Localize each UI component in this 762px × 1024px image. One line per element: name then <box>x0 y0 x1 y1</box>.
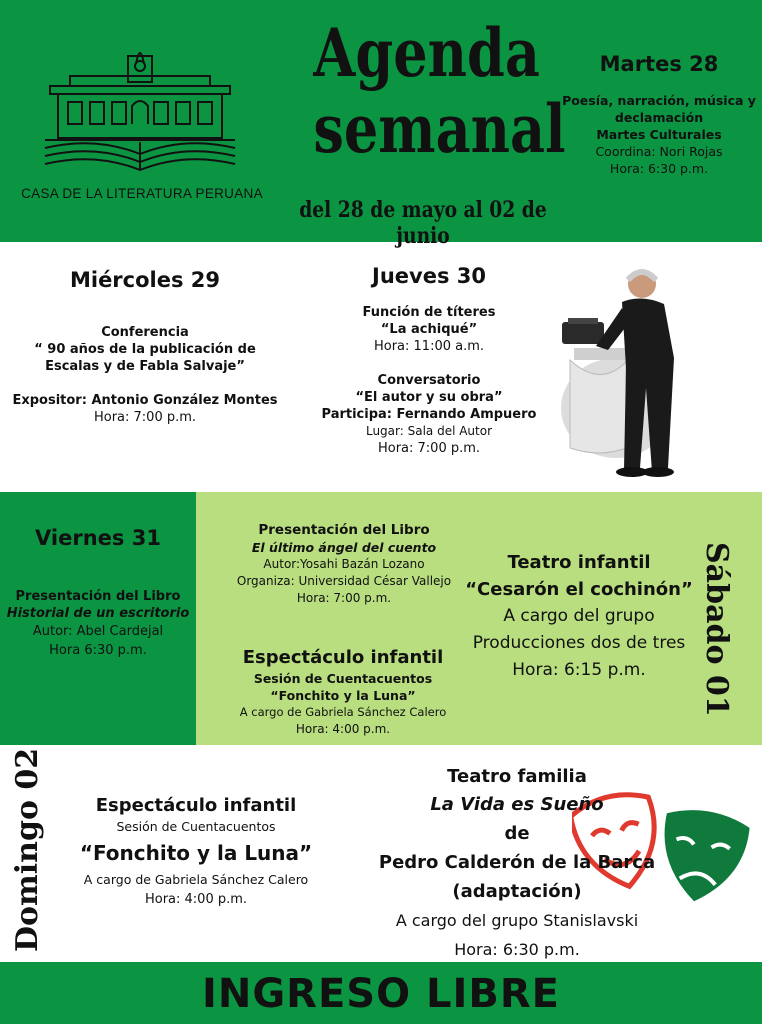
tuesday-block <box>556 52 762 177</box>
sunday-event1 <box>50 794 342 910</box>
tuesday-day: Martes 28 <box>599 52 719 76</box>
saturday-event1 <box>216 522 472 607</box>
page-title-line2: semanal <box>313 90 566 168</box>
saturday-e2-by: A cargo de Gabriela Sánchez Calero <box>239 705 447 719</box>
tuesday-line1: Poesía, narración, música y <box>562 93 756 108</box>
sunday-e2-title: La Vida es Sueño <box>430 794 604 815</box>
thursday-day: Jueves 30 <box>372 264 486 288</box>
saturday-e1-author: Autor:Yosahi Bazán Lozano <box>263 557 425 571</box>
thursday-e2-type: Conversatorio <box>377 373 481 388</box>
wednesday-day: Miércoles 29 <box>69 268 221 292</box>
wednesday-block <box>0 268 290 426</box>
thursday-e1-time: Hora: 11:00 a.m. <box>373 339 485 354</box>
friday-day: Viernes 31 <box>35 526 161 550</box>
sunday-e2-de: de <box>504 823 530 844</box>
thursday-e1-title: “La achiqué” <box>380 322 478 337</box>
thursday-e2-guest: Participa: Fernando Ampuero <box>321 407 537 422</box>
saturday-e3-type: Teatro infantil <box>507 552 651 573</box>
saturday-event3 <box>452 550 706 684</box>
sunday-e1-time: Hora: 4:00 p.m. <box>144 892 248 907</box>
author-portrait-photo <box>556 258 742 480</box>
wednesday-title1: “ 90 años de la publicación de <box>34 342 256 357</box>
saturday-e3-title: “Cesarón el cochinón” <box>465 579 693 600</box>
sunday-e2-note: (adaptación) <box>452 881 582 902</box>
friday-time: Hora 6:30 p.m. <box>49 643 147 658</box>
tuesday-line2: declamación <box>614 110 704 125</box>
saturday-day: Sábado 01 <box>699 542 734 717</box>
sunday-e2-author: Pedro Calderón de la Barca <box>378 852 656 873</box>
sunday-e1-by: A cargo de Gabriela Sánchez Calero <box>83 872 309 887</box>
friday-author: Autor: Abel Cardejal <box>32 624 164 639</box>
saturday-e1-time: Hora: 7:00 p.m. <box>296 591 392 605</box>
saturday-e2-time: Hora: 4:00 p.m. <box>295 722 391 736</box>
saturday-e1-type: Presentación del Libro <box>258 522 430 538</box>
saturday-event2 <box>226 646 460 738</box>
tuesday-line4: Coordina: Nori Rojas <box>595 144 723 159</box>
sunday-e2-by: A cargo del grupo Stanislavski <box>395 911 639 930</box>
tuesday-line3: Martes Culturales <box>596 127 722 142</box>
saturday-e3-by1: A cargo del grupo <box>503 606 655 626</box>
saturday-e2-sub: Sesión de Cuentacuentos <box>253 671 433 686</box>
thursday-e2-title: “El autor y su obra” <box>355 390 503 405</box>
building-book-icon <box>40 36 250 181</box>
wednesday-title2: Escalas y de Fabla Salvaje” <box>45 359 245 374</box>
friday-block <box>0 526 196 659</box>
org-name: CASA DE LA LITERATURA PERUANA <box>21 186 263 201</box>
date-range: del 28 de mayo al 02 de junio <box>299 197 547 249</box>
wednesday-type: Conferencia <box>101 325 189 340</box>
saturday-e2-type: Espectáculo infantil <box>242 647 444 668</box>
thursday-block <box>300 264 558 457</box>
saturday-e3-time: Hora: 6:15 p.m. <box>512 660 646 680</box>
friday-title: Historial de un escritorio <box>6 606 190 621</box>
thursday-e2-place: Lugar: Sala del Autor <box>365 424 493 438</box>
thursday-e2-time: Hora: 7:00 p.m. <box>377 441 481 456</box>
sunday-e1-title: “Fonchito y la Luna” <box>79 841 313 865</box>
saturday-e3-by2: Producciones dos de tres <box>472 633 686 653</box>
page-title-line1: Agenda <box>313 14 540 92</box>
wednesday-speaker: Expositor: Antonio González Montes <box>12 393 278 408</box>
sunday-e1-type: Espectáculo infantil <box>95 795 297 816</box>
wednesday-time: Hora: 7:00 p.m. <box>93 410 197 425</box>
saturday-e1-title: El último ángel del cuento <box>251 540 437 555</box>
sunday-day: Domingo 02 <box>10 747 45 952</box>
sunday-e2-type: Teatro familia <box>447 766 587 787</box>
sunday-e1-sub: Sesión de Cuentacuentos <box>116 819 276 834</box>
footer-text: INGRESO LIBRE <box>201 971 561 1017</box>
friday-type: Presentación del Libro <box>15 589 181 604</box>
thursday-e1-type: Función de títeres <box>362 305 496 320</box>
sunday-e2-time: Hora: 6:30 p.m. <box>454 940 580 959</box>
tuesday-line5: Hora: 6:30 p.m. <box>609 161 709 176</box>
saturday-e1-org: Organiza: Universidad César Vallejo <box>236 574 452 588</box>
sunday-event2 <box>352 762 682 964</box>
saturday-e2-title: “Fonchito y la Luna” <box>270 688 416 703</box>
